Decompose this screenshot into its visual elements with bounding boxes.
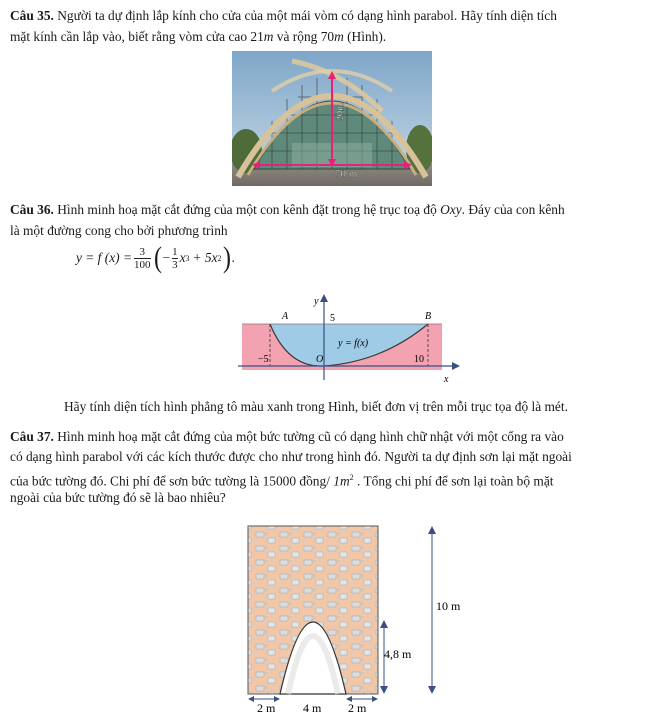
q37-unit: 1m [333,473,350,489]
dome-photo [232,51,432,186]
formula-exp2: 2 [217,253,222,263]
y-axis-label: y [314,296,319,307]
frac-num: 1 [172,245,178,258]
point-a-label: A [282,311,289,322]
wall-figure [230,516,460,720]
formula-plus-term: + 5x [192,250,218,265]
coef-den: 100 [134,258,151,271]
q35-line1 [10,6,557,25]
q35-unit-1: m [263,29,274,44]
formula-exp3: 3 [185,253,190,263]
fig-width-label: 70 m [335,168,358,180]
q37-text-3b: . Tổng chi phí để sơn lại toàn bộ mặt [353,473,554,489]
q36-line1 [10,200,565,219]
x-tick-neg5: −5 [258,354,269,365]
q36-text-1a: Hình minh hoạ mặt cắt đứng của một con kênh đặt trong hệ trục toạ độ [57,202,441,217]
q37-label: Câu 37. [10,429,54,444]
curve-label: y = f(x) [338,338,369,349]
y-tick-5: 5 [330,313,335,324]
q36-question: Hãy tính diện tích hình phẳng tô màu xanh trong Hình, biết đơn vị trên mỗi trục tọa độ là mét. [64,399,568,414]
dim-height-10m: 10 m [436,599,460,613]
frac-den: 3 [172,258,178,271]
dim-right-2m: 2 m [348,701,367,715]
q37-unit-exp: 2 [349,473,354,482]
q36-formula: y = f (x) = $\frac{3}{100}$ ( − $\frac{1}{3}$ x 3 + 5x 2 ) . [76,241,235,274]
q35-line2 [10,27,386,46]
q35-text-2b: và rộng [273,29,321,44]
q37-line1 [10,427,564,446]
coef-num: 3 [139,245,145,258]
q36-text-1b: . Đáy của con kênh [461,202,565,217]
q36-line2: là một đường cong cho bởi phương trình [10,223,228,238]
q35-height-value: 21 [250,29,264,44]
x-axis-label: x [444,374,449,385]
point-b-label: B [425,311,432,322]
q35-text-1: Người ta dự định lắp kính cho cửa của một mái vòm có dạng hình parabol. Hãy tính diện tích [57,8,557,23]
formula-lhs: y = f (x) = [76,250,132,265]
q37-line2: có dạng hình parabol với các kích thước được cho như trong hình đó. Người ta dự định sơn lại mặt ngoài [10,449,572,464]
fig-height-label: 20m [335,103,346,121]
q35-text-2a: mặt kính cần lắp vào, biết rằng vòm cửa cao [10,29,251,44]
q37-text-1: Hình minh hoạ mặt cắt đứng của một bức tường cũ có dạng hình chữ nhật với một cổng ra vào [57,429,564,444]
dim-gate-height: 4,8 m [384,647,412,661]
x-tick-10: 10 [414,354,424,365]
q35-unit-2: m [334,29,344,44]
q37-line4: ngoài của bức tường đó sẽ là bao nhiêu? [10,490,226,505]
formula-x3: x [179,250,186,265]
formula-end: . [231,250,235,265]
q35-label: Câu 35. [10,8,54,23]
origin-label: O [316,354,324,365]
canal-graph [232,294,462,386]
formula-coef [134,246,151,271]
q37-text-3a: của bức tường đó. Chi phí để sơn bức tường là 15000 đồng/ [10,473,334,489]
formula-minus: − [162,250,171,265]
dim-mid-4m: 4 m [303,701,322,715]
q35-text-2c: (Hình). [343,29,387,44]
formula-frac [172,246,178,271]
q36-label: Câu 36. [10,202,54,217]
q35-width-value: 70 [320,29,335,44]
q36-oxy: Oxy [440,202,462,217]
dim-left-2m: 2 m [257,701,276,715]
